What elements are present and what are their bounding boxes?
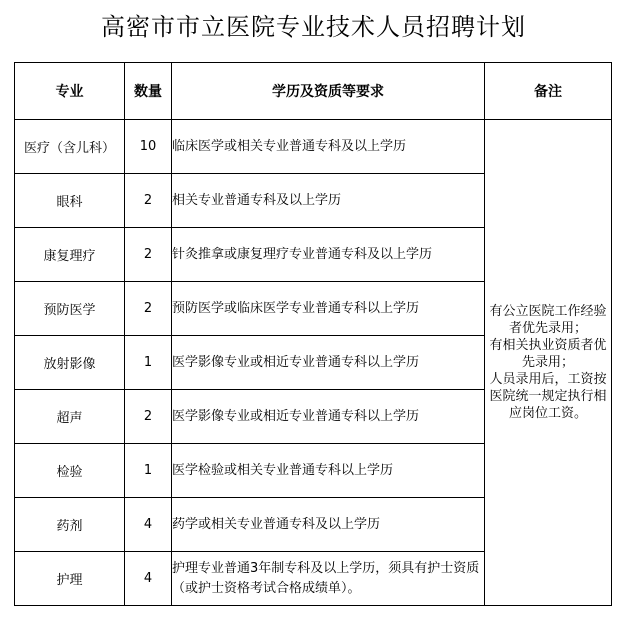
header-requirement: 学历及资质等要求 (172, 63, 485, 120)
count-cell: 1 (125, 444, 172, 498)
note-line: 有公立医院工作经验者优先录用； (489, 304, 607, 336)
requirement-cell: 医学检验或相关专业普通专科以上学历 (172, 444, 485, 498)
count-cell: 4 (125, 552, 172, 606)
header-count: 数量 (125, 63, 172, 120)
requirement-cell: 相关专业普通专科及以上学历 (172, 174, 485, 228)
count-cell: 2 (125, 282, 172, 336)
note-line: 有相关执业资质者优先录用； (489, 338, 607, 370)
major-cell: 医疗（含儿科） (15, 120, 125, 174)
major-cell: 药剂 (15, 498, 125, 552)
recruitment-plan-table (14, 62, 612, 606)
major-cell: 康复理疗 (15, 228, 125, 282)
major-cell: 超声 (15, 390, 125, 444)
major-cell: 护理 (15, 552, 125, 606)
requirement-cell: 预防医学或临床医学专业普通专科以上学历 (172, 282, 485, 336)
header-major: 专业 (15, 63, 125, 120)
requirement-cell: 针灸推拿或康复理疗专业普通专科及以上学历 (172, 228, 485, 282)
count-cell: 10 (125, 120, 172, 174)
note-line: 人员录用后，工资按医院统一规定执行相应岗位工资。 (489, 372, 607, 421)
major-cell: 放射影像 (15, 336, 125, 390)
header-note: 备注 (485, 63, 612, 120)
page-title: 高密市市立医院专业技术人员招聘计划 (101, 13, 526, 41)
table-row (15, 120, 612, 174)
requirement-cell: 临床医学或相关专业普通专科及以上学历 (172, 120, 485, 174)
table-header-row (15, 63, 612, 120)
count-cell: 1 (125, 336, 172, 390)
requirement-cell: 药学或相关专业普通专科及以上学历 (172, 498, 485, 552)
requirement-cell: 医学影像专业或相近专业普通专科以上学历 (172, 336, 485, 390)
count-cell: 2 (125, 174, 172, 228)
requirement-cell: 医学影像专业或相近专业普通专科以上学历 (172, 390, 485, 444)
count-cell: 2 (125, 390, 172, 444)
major-cell: 眼科 (15, 174, 125, 228)
count-cell: 4 (125, 498, 172, 552)
major-cell: 检验 (15, 444, 125, 498)
major-cell: 预防医学 (15, 282, 125, 336)
note-cell (485, 120, 612, 606)
requirement-cell: 护理专业普通3年制专科及以上学历，须具有护士资质（或护士资格考试合格成绩单）。 (172, 552, 485, 606)
count-cell: 2 (125, 228, 172, 282)
